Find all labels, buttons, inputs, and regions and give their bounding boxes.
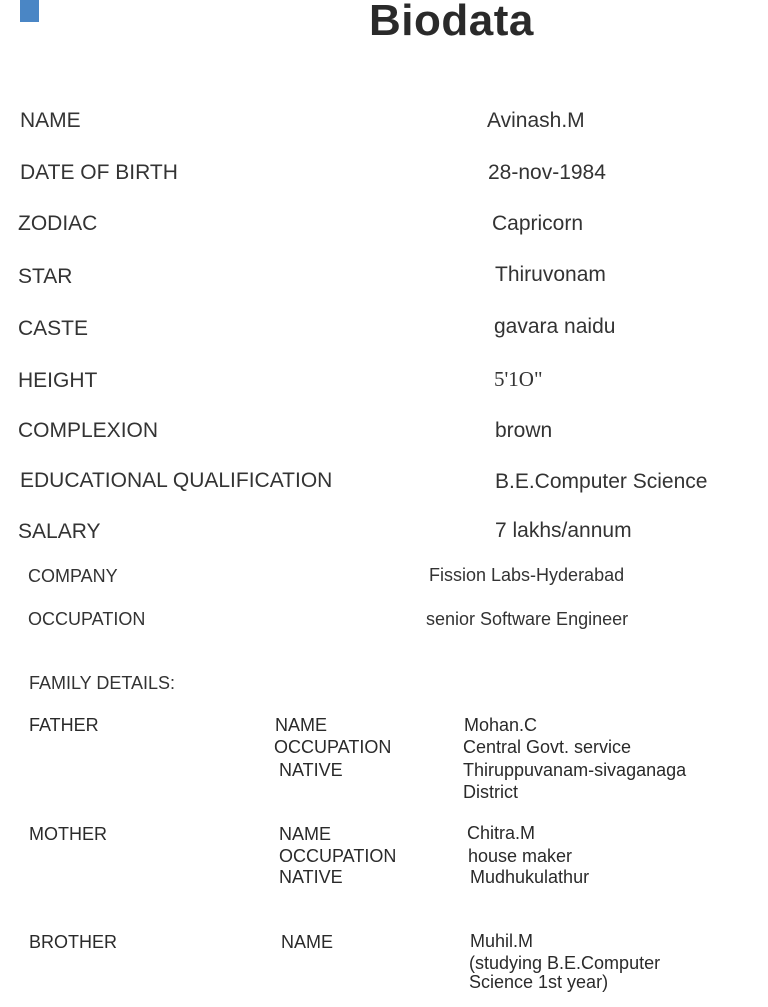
label-date-of-birth: DATE OF BIRTH	[20, 161, 178, 184]
value-star: Thiruvonam	[495, 263, 606, 286]
father-value-native: Thiruppuvanam-sivaganaga	[463, 760, 687, 780]
mother-value-name: Chitra.M	[467, 823, 536, 843]
value-salary: 7 lakhs/annum	[495, 519, 632, 542]
brother-value-name: Muhil.M	[470, 931, 534, 951]
father-value-occupation: Central Govt. service	[463, 737, 632, 757]
mother-value-occupation: house maker	[468, 846, 573, 866]
father-value-name: Mohan.C	[464, 715, 538, 735]
brother-field-name: NAME	[281, 932, 334, 952]
father-value-native-line2: District	[463, 782, 518, 802]
value-company: Fission Labs-Hyderabad	[429, 565, 625, 585]
label-height: HEIGHT	[18, 369, 98, 392]
label-zodiac: ZODIAC	[18, 212, 98, 235]
page-title: Biodata	[369, 0, 534, 45]
relation-father: FATHER	[29, 715, 99, 735]
brother-value-study: (studying B.E.Computer	[469, 953, 661, 973]
value-educational-qualification: B.E.Computer Science	[495, 470, 708, 493]
label-star: STAR	[18, 265, 73, 288]
label-salary: SALARY	[18, 520, 101, 543]
value-name: Avinash.M	[487, 109, 585, 132]
relation-brother: BROTHER	[29, 932, 118, 952]
value-occupation: senior Software Engineer	[426, 609, 629, 629]
value-caste: gavara naidu	[494, 315, 616, 338]
value-zodiac: Capricorn	[492, 212, 584, 235]
corner-mark	[20, 0, 39, 22]
label-name: NAME	[20, 109, 81, 132]
value-height: 5'1O"	[494, 367, 543, 391]
label-company: COMPANY	[28, 566, 118, 586]
label-caste: CASTE	[18, 317, 89, 340]
brother-value-study-line2: Science 1st year)	[469, 972, 609, 992]
father-field-occupation: OCCUPATION	[274, 737, 392, 757]
mother-value-native: Mudhukulathur	[470, 867, 590, 887]
father-field-name: NAME	[275, 715, 328, 735]
family-details-heading: FAMILY DETAILS:	[29, 673, 176, 693]
mother-field-occupation: OCCUPATION	[279, 846, 397, 866]
label-complexion: COMPLEXION	[18, 419, 159, 442]
label-occupation: OCCUPATION	[28, 609, 146, 629]
mother-field-name: NAME	[279, 824, 332, 844]
father-field-native: NATIVE	[279, 760, 343, 780]
value-complexion: brown	[495, 419, 553, 442]
label-educational-qualification: EDUCATIONAL QUALIFICATION	[20, 469, 333, 492]
mother-field-native: NATIVE	[279, 867, 343, 887]
relation-mother: MOTHER	[29, 824, 107, 844]
value-date-of-birth: 28-nov-1984	[488, 161, 606, 184]
